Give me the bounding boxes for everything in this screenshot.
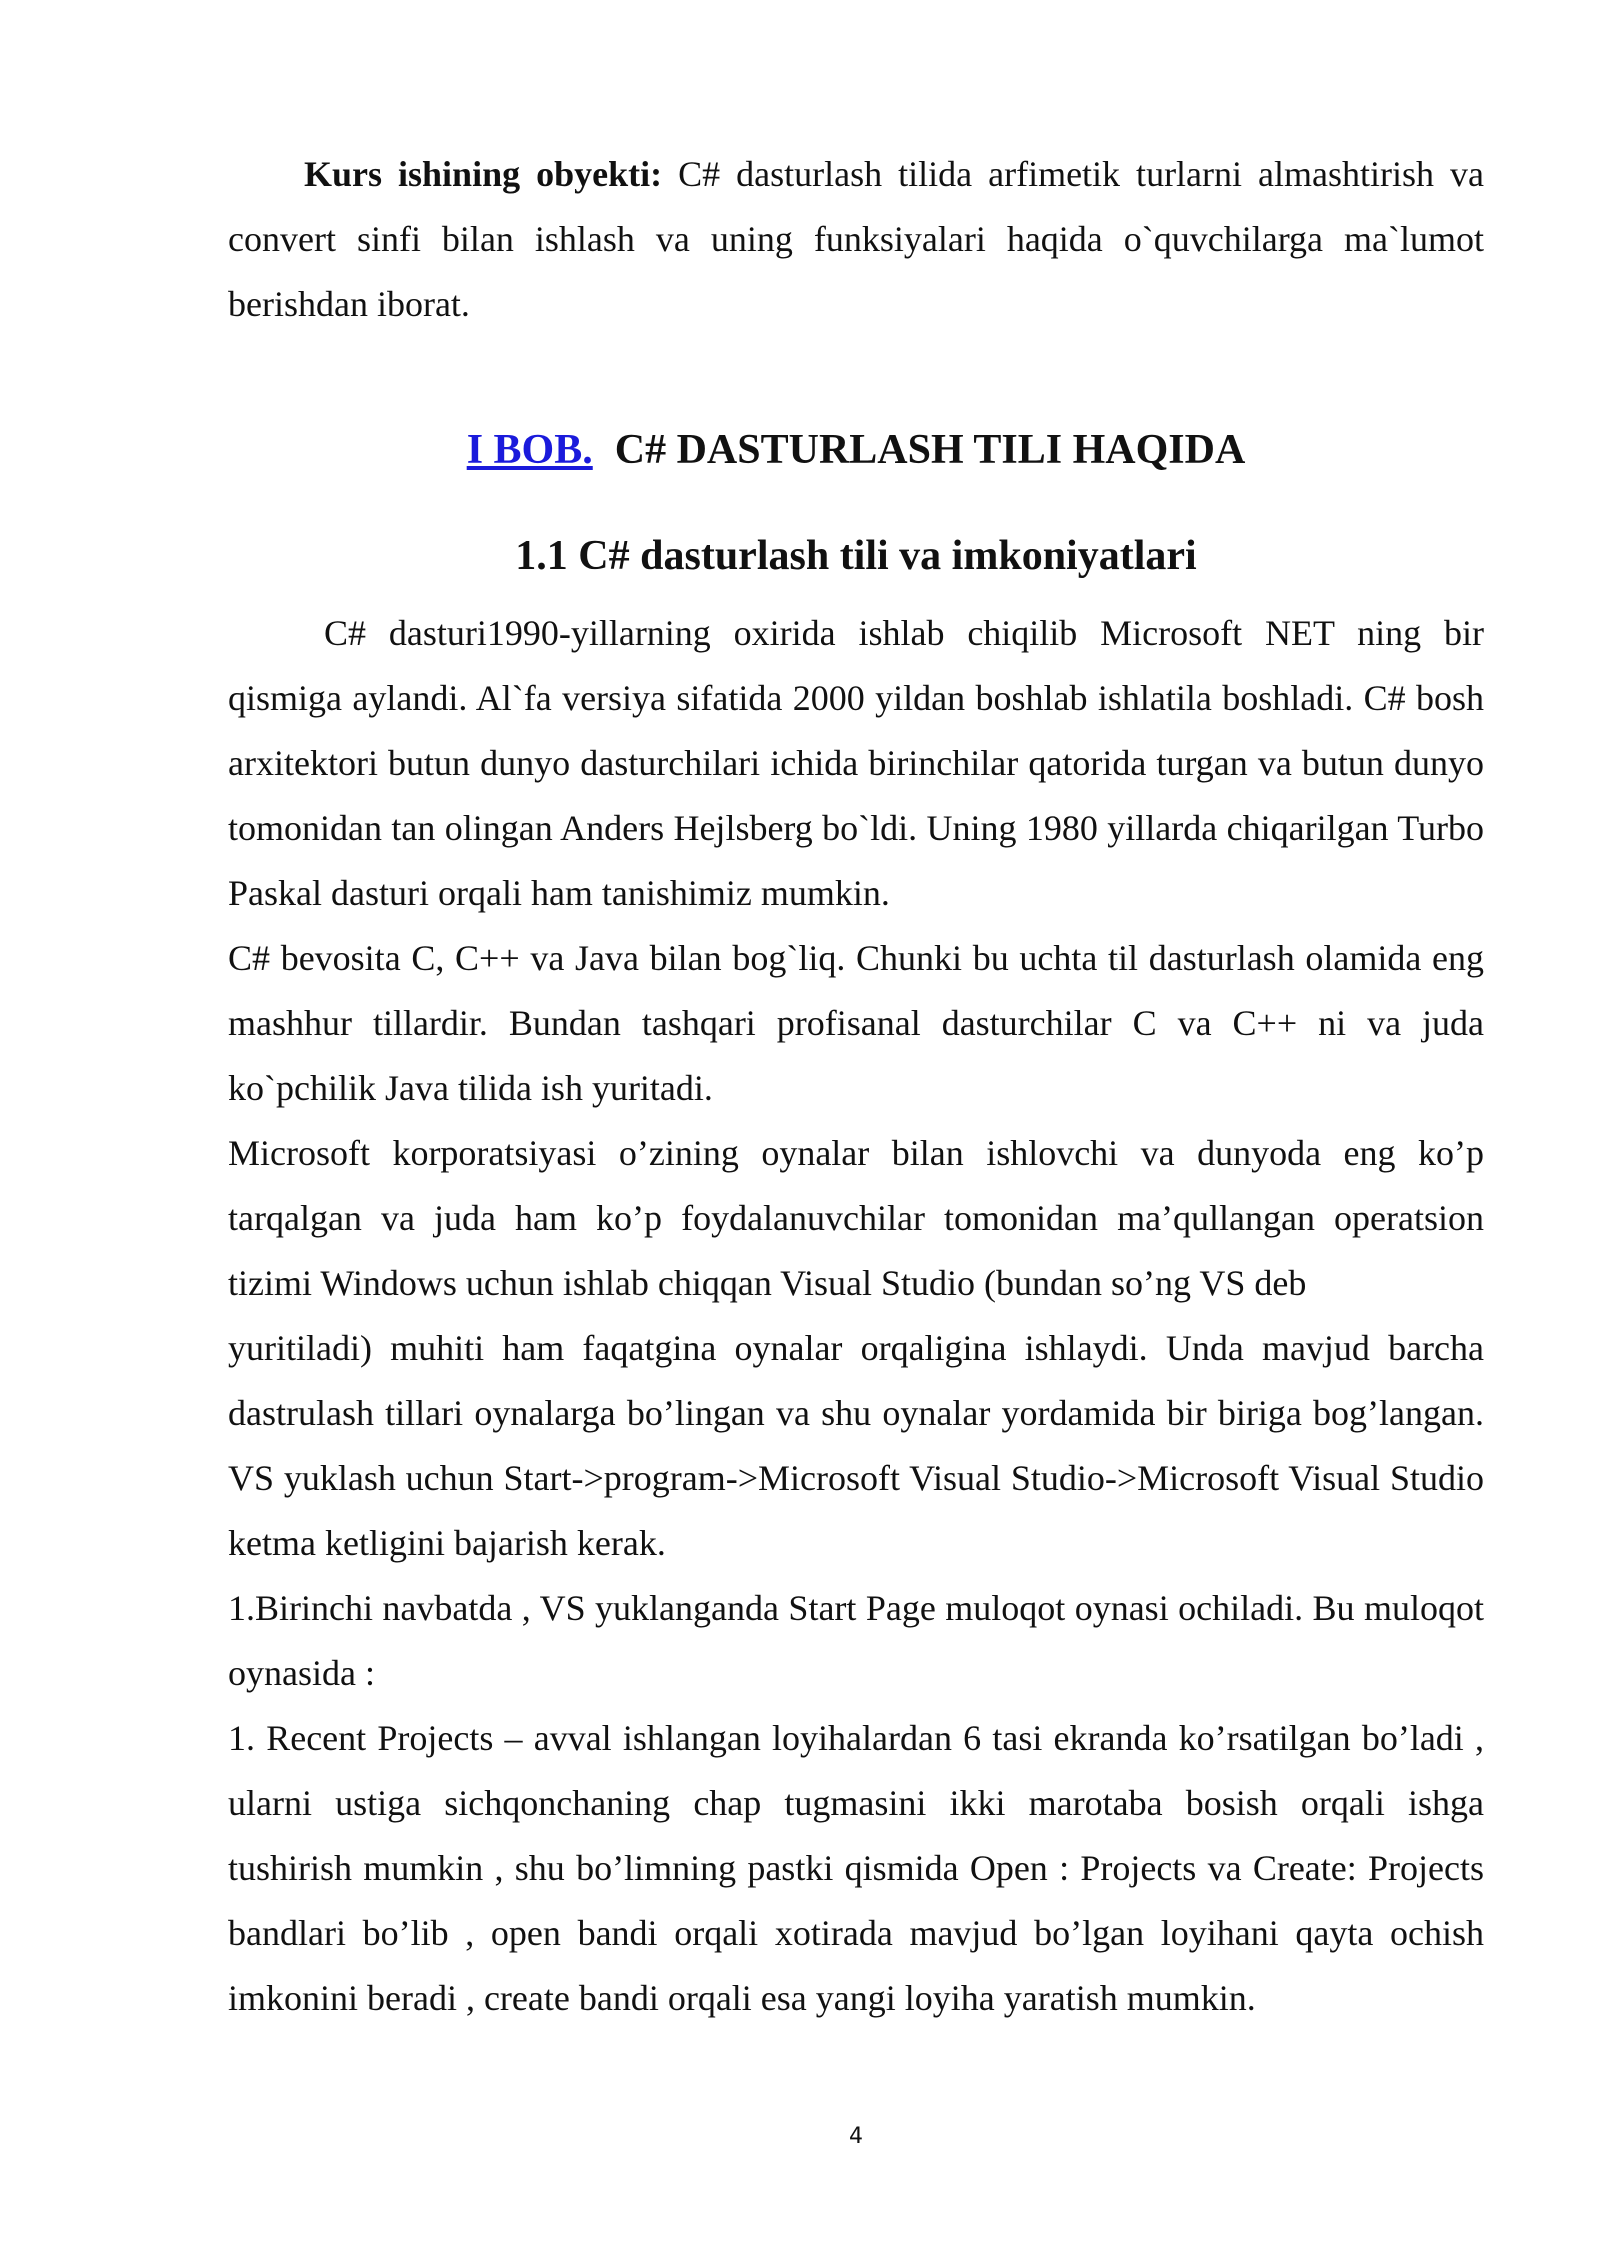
body-paragraph-windows: Microsoft korporatsiyasi o’zining oynalar bilan ishlovchi va dunyoda eng ko’p tarqalgan va juda ham ko’p foydalanuvchilar tomonidan ma’qullangan operatsion tizimi Windows uchun ishlab chiqqan Visual Studio (bundan so’ng VS deb (228, 1133, 1484, 1303)
body-paragraph-languages: C# bevosita C, C++ va Java bilan bog`liq. Chunki bu uchta til dasturlash olamida eng mashhur tillardir. Bundan tashqari profisanal dasturchilar C va C++ ni va juda ko`pchilik Java tilida ish yuritadi. (228, 938, 1484, 1108)
body-paragraph-history: C# dasturi1990-yillarning oxirida ishlab chiqilib Microsoft NET ning bir qismiga aylandi. Al`fa versiya sifatida 2000 yildan boshlab ishlatila boshladi. C# bosh arxitektori butun dunyo dasturchilari ichida birinchilar qatorida turgan va butun dunyo tomonidan tan olingan Anders Hejlsberg bo`ldi. Uning 1980 yillarda chiqarilgan Turbo Paskal dasturi orqali ham tanishimiz mumkin. (228, 613, 1484, 913)
chapter-link[interactable]: I BOB. (466, 427, 593, 473)
course-object-paragraph (228, 142, 1484, 337)
document-page (228, 0, 1484, 2262)
page-number: 4 (849, 2124, 863, 2149)
body-paragraph-recent-projects: 1. Recent Projects – avval ishlangan loyihalardan 6 tasi ekranda ko’rsatilgan bo’ladi , ularni ustiga sichqonchaning chap tugmasini ikki marotaba bosish orqali ishga tushirish mumkin , shu bo’limning pastki qismida Open : Projects va Create: Projects bandlari bo’lib , open bandi orqali xotirada mavjud bo’lgan loyihani qayta ochish imkonini beradi , create bandi orqali esa yangi loyiha yaratish mumkin. (228, 1718, 1484, 2018)
chapter-heading (228, 418, 1484, 483)
section-heading: 1.1 C# dasturlash tili va imkoniyatlari (515, 533, 1197, 579)
body-paragraph-start-page: 1.Birinchi navbatda , VS yuklanganda Start Page muloqot oynasi ochiladi. Bu muloqot oynasida : (228, 1588, 1484, 1693)
course-object-text: C# dasturlash tilida arfimetik turlarni almashtirish va convert sinfi bilan ishlash va uning funksiyalari haqida o`quvchilarga ma`lumot berishdan iborat. (228, 154, 1484, 324)
course-object-label: Kurs ishining obyekti: (304, 154, 663, 194)
body-paragraph-visual-studio: yuritiladi) muhiti ham faqatgina oynalar orqaligina ishlaydi. Unda mavjud barcha dastrulash tillari oynalarga bo’lingan va shu oynalar yordamida bir biriga bog’langan. VS yuklash uchun Start->program->Microsoft Visual Studio->Microsoft Visual Studio ketma ketligini bajarish kerak. (228, 1328, 1484, 1563)
chapter-title: C# DASTURLASH TILI HAQIDA (614, 427, 1246, 473)
